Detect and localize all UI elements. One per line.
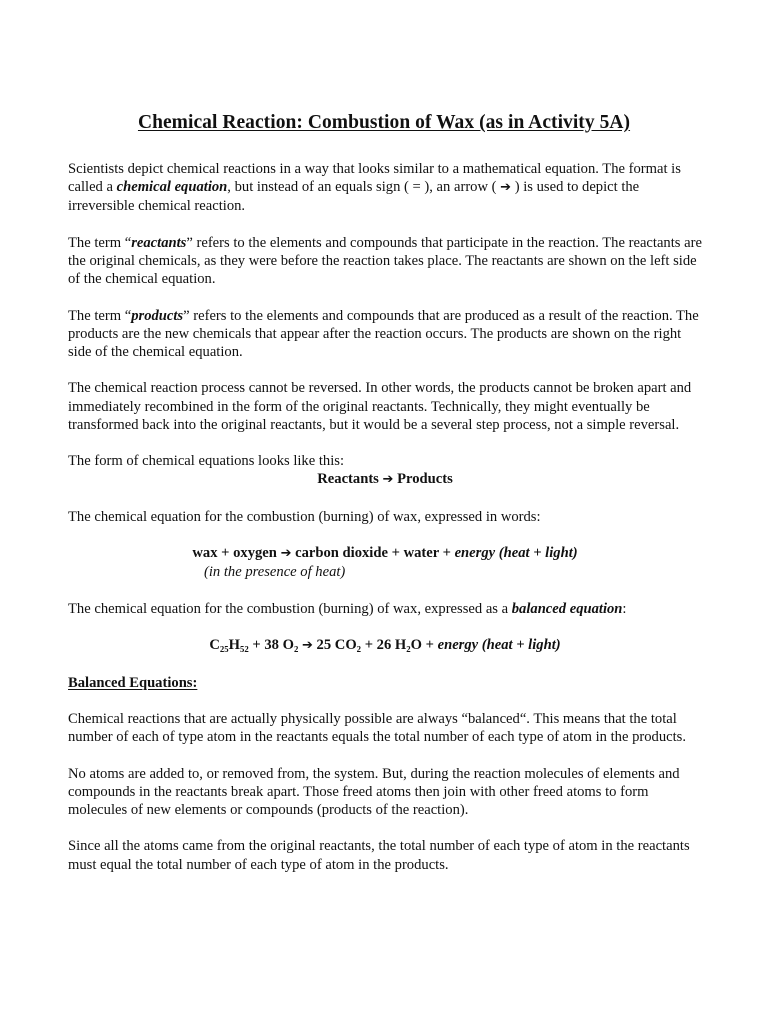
form-intro: The form of chemical equations looks like this: — [68, 453, 344, 470]
arrow-symbol: ➔ — [382, 472, 394, 488]
paragraph-balanced-3: Since all the atoms came from the original reactants, the total number of each type of atom in the reactants must equal the total number of each type of atom in the products. — [68, 838, 690, 873]
products-text-start: The term “ — [68, 307, 132, 324]
intro-text-start: Scientists depict chemical reactions in a way that looks similar to a mathematical equation. The format is called a — [68, 161, 681, 196]
word-equation-condition: (in the presence of heat) — [204, 564, 346, 581]
balanced-equation-left: C₂₅H₅₂ + 38 O₂ — [209, 637, 302, 654]
word-equation-intro: The chemical equation for the combustion (burning) of wax, expressed in words: — [68, 508, 541, 525]
balanced-intro-end: : — [622, 600, 627, 617]
word-equation-energy: energy (heat + light) — [454, 545, 578, 562]
paragraph-intro — [68, 160, 702, 216]
balanced-equation-intro — [68, 600, 702, 618]
intro-text-end: ) is used to depict the irreversible chemical reaction. — [68, 179, 640, 215]
term-reactants: reactants — [131, 234, 187, 251]
paragraph-balanced-2: No atoms are added to, or removed from, the system. But, during the reaction molecules of elements and compounds in the reactants break apart. Those freed atoms then join with other freed atoms to form molecules of new elements or compounds (products of the reaction). — [68, 765, 680, 818]
paragraph-products — [68, 307, 702, 362]
form-reactants: Reactants — [317, 471, 383, 488]
reactants-text-end: ” refers to the elements and compounds that participate in the reaction. The reactants are the original chemicals, as they were before the reaction takes place. The reactants are shown on the left side of the chemical equation. — [68, 234, 702, 288]
page-title: Chemical Reaction: Combustion of Wax (as in Activity 5A) — [137, 112, 631, 133]
arrow-symbol: ➔ — [500, 180, 512, 196]
word-equation-right: carbon dioxide + water + — [291, 545, 455, 562]
term-products: products — [131, 307, 184, 324]
balanced-equation-right: 25 CO₂ + 26 H₂O + — [312, 637, 438, 654]
balanced-equation-energy: energy (heat + light) — [437, 637, 561, 654]
paragraph-reactants — [68, 234, 702, 289]
form-equation — [68, 470, 702, 489]
balanced-equation — [68, 636, 702, 655]
word-equation — [68, 544, 702, 563]
document-body — [68, 160, 702, 892]
products-text-end: ” refers to the elements and compounds that are produced as a result of the reaction. The products are the new chemicals that appear after the reaction occurs. The products are shown on the right side of the chemical equation. — [68, 307, 699, 360]
section-heading-balanced: Balanced Equations: — [68, 674, 198, 691]
arrow-symbol: ➔ — [301, 638, 313, 654]
word-equation-left: wax + oxygen — [192, 545, 281, 562]
paragraph-balanced-1: Chemical reactions that are actually physically possible are always “balanced“. This means that the total number of each of type atom in the reactants equals the total number of each type of atom in the products. — [68, 710, 686, 746]
balanced-intro-start: The chemical equation for the combustion (burning) of wax, expressed as a — [68, 600, 512, 617]
arrow-symbol: ➔ — [280, 546, 292, 562]
term-balanced-equation: balanced equation — [511, 600, 623, 617]
term-chemical-equation: chemical equation — [116, 179, 228, 196]
paragraph-irreversible: The chemical reaction process cannot be reversed. In other words, the products cannot be broken apart and immediately recombined in the form of the original reactants. Technically, they might eventually be transformed back into the original reactants, but it would be a several step process, not a simple reversal. — [68, 380, 692, 433]
intro-text-middle: , but instead of an equals sign ( = ), an arrow ( — [227, 179, 501, 196]
reactants-text-start: The term “ — [68, 234, 132, 251]
form-products: Products — [393, 471, 453, 488]
